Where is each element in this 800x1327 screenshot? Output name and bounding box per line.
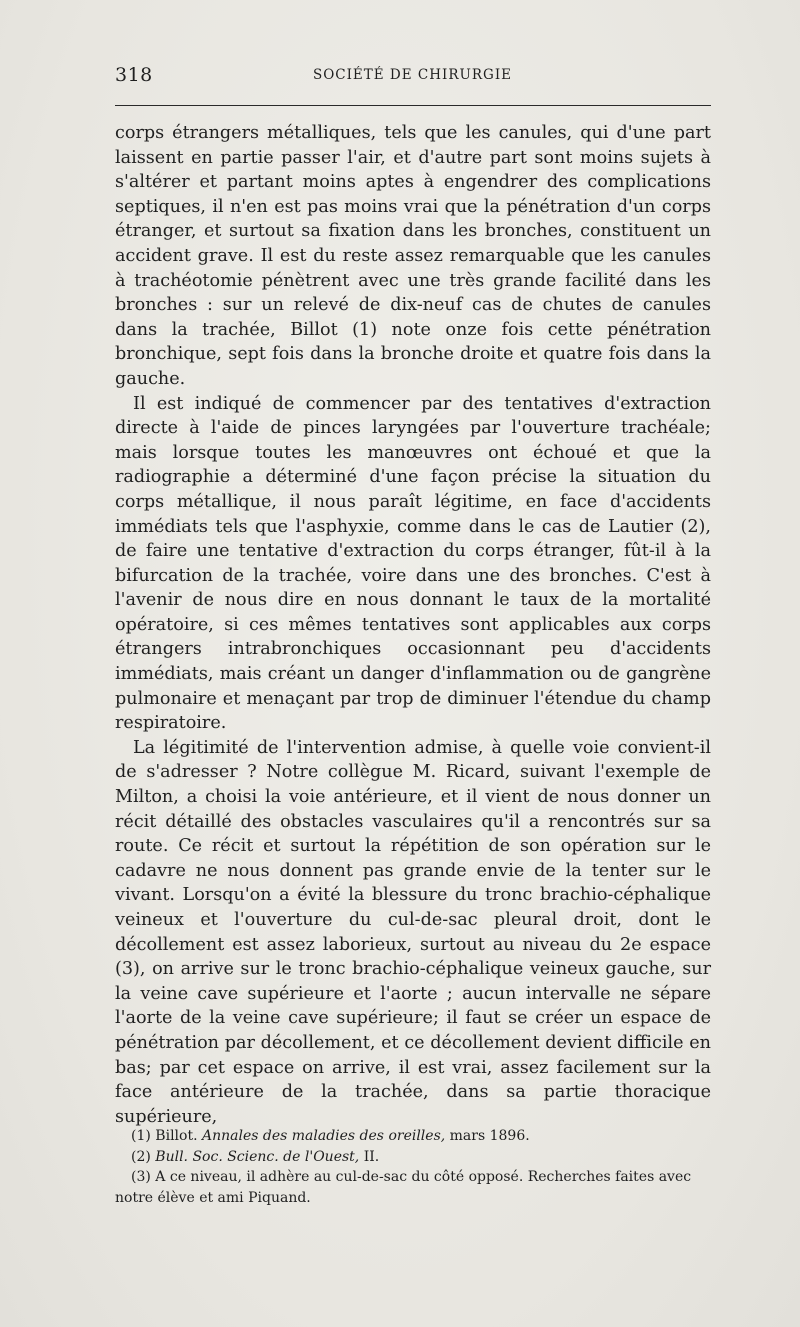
footnote-3 [115, 1167, 715, 1208]
footnote-text: A ce niveau, il adhère au cul-de-sac du côté opposé. Recherches faites avec notre élève et ami Piquand. [115, 1169, 692, 1206]
footnote-marker: (3) [131, 1169, 151, 1185]
page-header [115, 64, 710, 94]
footnotes [115, 1126, 715, 1208]
paragraph: corps étrangers métalliques, tels que les canules, qui d'une part laissent en partie passer l'air, et d'autre part sont moins sujets à s'altérer et partant moins aptes à engendrer des complications septiques, il n'en est pas moins vrai que la pénétration d'un corps étranger, et surtout sa fixation dans les bronches, constituent un accident grave. Il est du reste assez remarquable que les canules à trachéotomie pénètrent avec une très grande facilité dans les bronches : sur un relevé de dix-neuf cas de chutes de canules dans la trachée, Billot (1) note onze fois cette pénétration bronchique, sept fois dans la bronche droite et quatre fois dans la gauche. [115, 123, 711, 389]
footnote-marker: (1) [131, 1128, 151, 1144]
footnote-author: Billot. [155, 1128, 198, 1144]
paragraph: Il est indiqué de commencer par des tentatives d'extraction directe à l'aide de pinces laryngées par l'ouverture trachéale; mais lorsque toutes les manœuvres ont échoué et que la radiographie a déterminé d'une façon précise la situation du corps métallique, il nous paraît légitime, en face d'accidents immédiats tels que l'asphyxie, comme dans le cas de Lautier (2), de faire une tentative d'extraction du corps étranger, fût-il à la bifurcation de la trachée, voire dans une des bronches. C'est à l'avenir de nous dire en nous donnant le taux de la mortalité opératoire, si ces mêmes tentatives sont applicables aux corps étrangers intrabronchiques occasionnant peu d'accidents immédiats, mais créant un danger d'inflammation ou de gangrène pulmonaire et menaçant par trop de diminuer l'étendue du champ respiratoire. [115, 393, 711, 734]
footnote-title: Bull. Soc. Scienc. de l'Ouest, [155, 1148, 360, 1165]
footnote-volume: II. [363, 1148, 380, 1165]
header-rule [115, 105, 711, 106]
page-number: 318 [115, 64, 153, 86]
footnote-marker: (2) [131, 1148, 151, 1165]
footnote-title: Annales des maladies des oreilles, [201, 1128, 446, 1144]
footnote-date: mars 1896. [449, 1128, 530, 1144]
paragraph: La légitimité de l'intervention admise, à quelle voie convient-il de s'adresser ? Notre collègue M. Ricard, suivant l'exemple de Milton, a choisi la voie antérieure, et il vient de nous donner un récit détaillé des obstacles vasculaires qu'il a rencontrés sur sa route. Ce récit et surtout la répétition de son opération sur le cadavre ne nous donnent pas grande envie de la tenter sur le vivant. Lorsqu'on a évité la blessure du tronc brachio-céphalique veineux et l'ouverture du cul-de-sac pleural droit, dont le décollement est assez laborieux, surtout au niveau du 2e espace (3), on arrive sur le tronc brachio-céphalique veineux gauche, sur la veine cave supérieure et l'aorte ; aucun intervalle ne sépare l'aorte de la veine cave supérieure; il faut se créer un espace de pénétration par décollement, et ce décollement devient difficile en bas; par cet espace on arrive, il est vrai, assez facilement sur la face antérieure de la trachée, dans sa partie thoracique supérieure, [115, 737, 711, 1127]
footnote-1 [115, 1126, 715, 1147]
running-head: SOCIÉTÉ DE CHIRURGIE [312, 67, 513, 83]
footnote-2 [115, 1147, 715, 1168]
body-text [115, 121, 711, 1129]
